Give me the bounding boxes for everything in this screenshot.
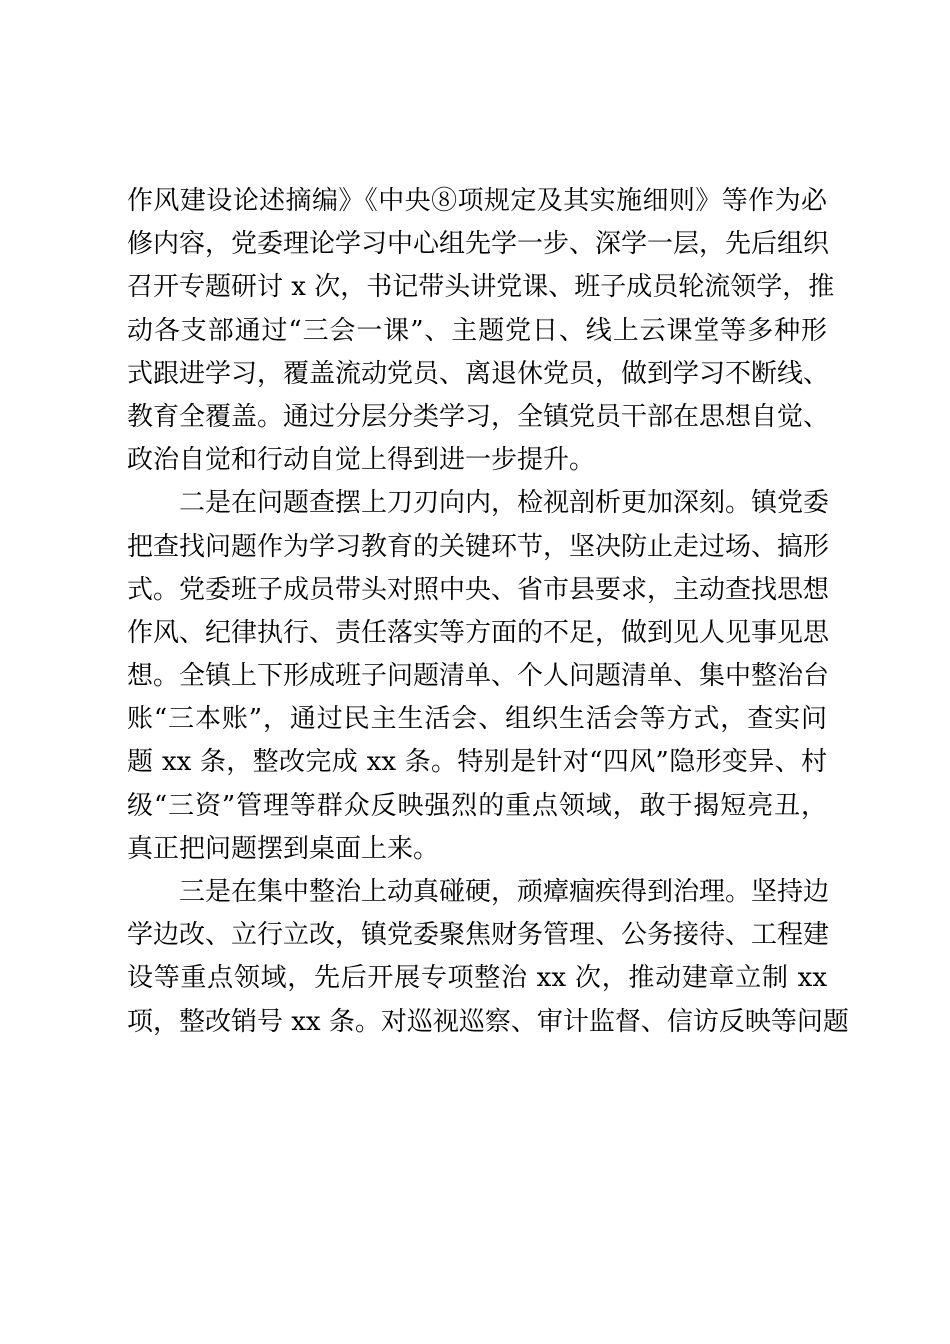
- text-line: 题 xx 条，整改完成 xx 条。特别是针对“四风”隐形变异、村: [127, 747, 827, 778]
- text-line: 三是在集中整治上动真碰硬，顽瘴痼疾得到治理。坚持边: [179, 877, 830, 907]
- paragraph-rectification: [127, 871, 849, 1043]
- text-line: 想。全镇上下形成班子问题清单、个人问题清单、集中整治台: [127, 661, 830, 692]
- text-line: 学边改、立行立改，镇党委聚焦财务管理、公务接待、工程建: [127, 920, 830, 951]
- text-line: 教育全覆盖。通过分层分类学习，全镇党员干部在思想自觉、: [127, 401, 830, 432]
- text-line: 账“三本账”，通过民主生活会、组织生活会等方式，查实问: [127, 704, 827, 735]
- text-line: 级“三资”管理等群众反映强烈的重点领域，敢于揭短亮丑，: [127, 790, 827, 821]
- text-line: 二是在问题查摆上刀刃向内，检视剖析更加深刻。镇党委: [179, 488, 830, 519]
- text-line: 把查找问题作为学习教育的关键环节，坚决防止走过场、搞形: [127, 531, 830, 562]
- text-line: 政治自觉和行动自觉上得到进一步提升。: [127, 445, 596, 476]
- paragraph-problems: [127, 482, 830, 870]
- document-body: [127, 180, 849, 1044]
- text-line: 项，整改销号 xx 条。对巡视巡察、审计监督、信访反映等问题: [127, 1006, 849, 1037]
- text-line: 召开专题研讨 x 次，书记带头讲党课、班子成员轮流领学，推: [127, 272, 835, 303]
- text-line: 修内容，党委理论学习中心组先学一步、深学一层，先后组织: [127, 229, 830, 260]
- text-line: 作风、纪律执行、责任落实等方面的不足，做到见人见事见思: [127, 617, 830, 648]
- text-line: 式。党委班子成员带头对照中央、省市县要求，主动查找思想: [127, 574, 830, 605]
- text-line: 设等重点领域，先后开展专项整治 xx 次，推动建章立制 xx: [127, 963, 827, 994]
- text-line: 式跟进学习，覆盖流动党员、离退休党员，做到学习不断线、: [127, 358, 830, 389]
- paragraph-study: [127, 180, 835, 481]
- text-line: 动各支部通过“三会一课”、主题党日、线上云课堂等多种形: [127, 315, 827, 346]
- text-line: 真正把问题摆到桌面上来。: [127, 833, 440, 864]
- text-line: 作风建设论述摘编》《中央⑧项规定及其实施细则》等作为必: [127, 186, 827, 216]
